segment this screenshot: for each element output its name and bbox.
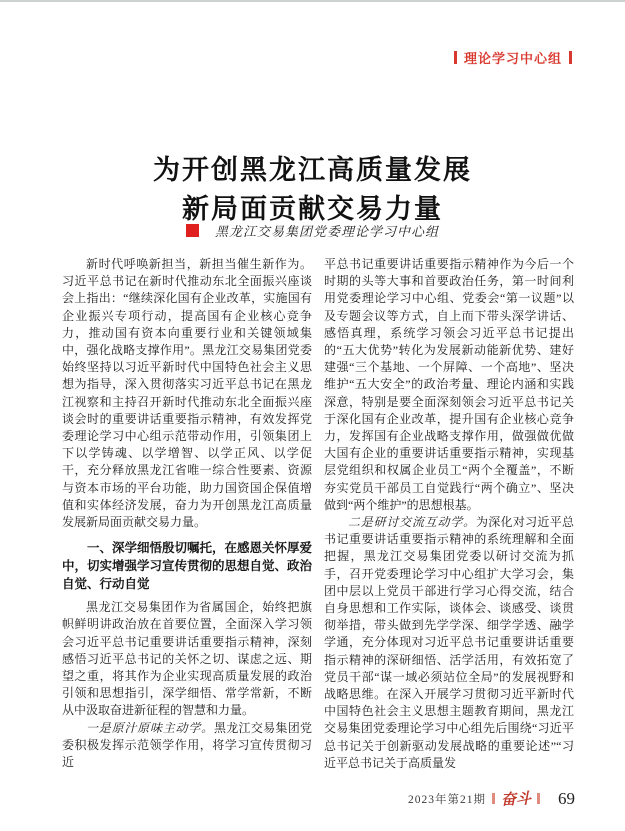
- paragraph-lead: 一是原汁原味主动学。: [86, 720, 214, 735]
- column-tag-label: 理论学习中心组: [463, 51, 562, 66]
- red-bar-icon: [492, 793, 495, 804]
- page-number: 69: [558, 788, 575, 808]
- page-footer: [408, 788, 575, 809]
- author-line: [0, 221, 625, 240]
- magazine-logo: 奋斗: [500, 791, 532, 809]
- red-bar-icon: [537, 793, 540, 804]
- column-left: [62, 256, 312, 776]
- paragraph-lead: 二是研讨交流互动学。: [348, 515, 476, 530]
- paragraph: 平总书记重要讲话重要指示精神作为今后一个时期的头等大事和首要政治任务，第一时间利用党委理论学习中心组、党委会“第一议题”以及专题会议等方式，自上而下带头深学讲话、感悟真理，系统学习领会习近平总书记提出的“五大优势”转化为发展新动能新优势、建好建强“三个基地、一个屏障、一个高地”、坚决维护“五大安全”的政治考量、理论内涵和实践深意，特别是要全面深刻领会习近平总书记关于深化国有企业改革，提升国有企业核心竞争力，发挥国有企业战略支撑作用，做强做优做大国有企业的重要讲话重要指示精神，实现基层党组织和权属企业员工“两个全覆盖”，不断夯实党员干部员工自觉践行“两个确立”、坚决做到“两个维护”的思想根基。: [324, 257, 574, 512]
- section-heading: 一、深学细悟殷切嘱托，在感恩关怀厚爱中，切实增强学习宣传贯彻的思想自觉、政治自觉、行动自觉: [62, 541, 312, 592]
- column-tag: [454, 48, 572, 67]
- paragraph: [324, 514, 574, 772]
- footer-issue: 2023年第21期: [407, 793, 486, 806]
- red-bar-icon: [569, 51, 572, 64]
- article-body: [62, 256, 574, 776]
- paragraph-text: 为深化对习近平总书记重要讲话重要指示精神的系统理解和全面把握，黑龙江交易集团党委以研讨交流为抓手，召开党委理论学习中心组扩大学习会，集团中层以上党员干部进行学习心得交流，结合自身思想和工作实际，谈体会、谈感受、谈贯彻举措，带头做到先学学深、细学学透、融学学通，充分体现对习近平总书记重要讲话重要指示精神的深研细悟、活学活用，有效拓宽了党员干部“谋一域必须站位全局”的发展视野和战略思维。在深入开展学习贯彻习近平新时代中国特色社会主义思想主题教育期间，黑龙江交易集团党委理论学习中心组先后围绕“习近平总书记关于创新驱动发展战略的重要论述”“习近平总书记关于高质量发: [324, 515, 574, 770]
- red-square-icon: [186, 224, 199, 237]
- author-name: 黑龙江交易集团党委理论学习中心组: [214, 224, 439, 239]
- column-right: [324, 256, 574, 776]
- paragraph: [62, 720, 312, 772]
- paragraph-text: 黑龙江交易集团党委积极发挥示范领学作用，将学习宣传贯彻习近: [62, 720, 312, 770]
- article-title: [0, 151, 625, 229]
- red-bar-icon: [454, 51, 457, 64]
- paragraph: 黑龙江交易集团作为省属国企，始终把旗帜鲜明讲政治放在首要位置，全面深入学习领会习近平总书记重要讲话重要指示精神，深刻感悟习近平总书记的关怀之切、谋虑之远、期望之重，将其作为企业实现高质量发展的政治引领和思想指引，深学细悟、常学常新，不断从中汲取奋进新征程的智慧和力量。: [62, 600, 312, 718]
- title-line-2: 新局面贡献交易力量: [182, 194, 443, 225]
- title-line-1: 为开创黑龙江高质量发展: [153, 155, 472, 186]
- paragraph: 新时代呼唤新担当，新担当催生新作为。习近平总书记在新时代推动东北全面振兴座谈会上指出：“继续深化国有企业改革，实施国有企业振兴专项行动，提高国有企业核心竞争力，推动国有资本向重要行业和关键领域集中，强化战略支撑作用”。黑龙江交易集团党委始终坚持以习近平新时代中国特色社会主义思想为指导，深入贯彻落实习近平总书记在黑龙江视察和主持召开新时代推动东北全面振兴座谈会时的重要讲话重要指示精神，有效发挥党委理论学习中心组示范带动作用，引领集团上下以学铸魂、以学增智、以学正风、以学促干，充分释放黑龙江省唯一综合性要素、资源与资本市场的平台功能，助力国资国企保值增值和实体经济发展，奋力为开创黑龙江高质量发展新局面贡献交易力量。: [62, 257, 312, 530]
